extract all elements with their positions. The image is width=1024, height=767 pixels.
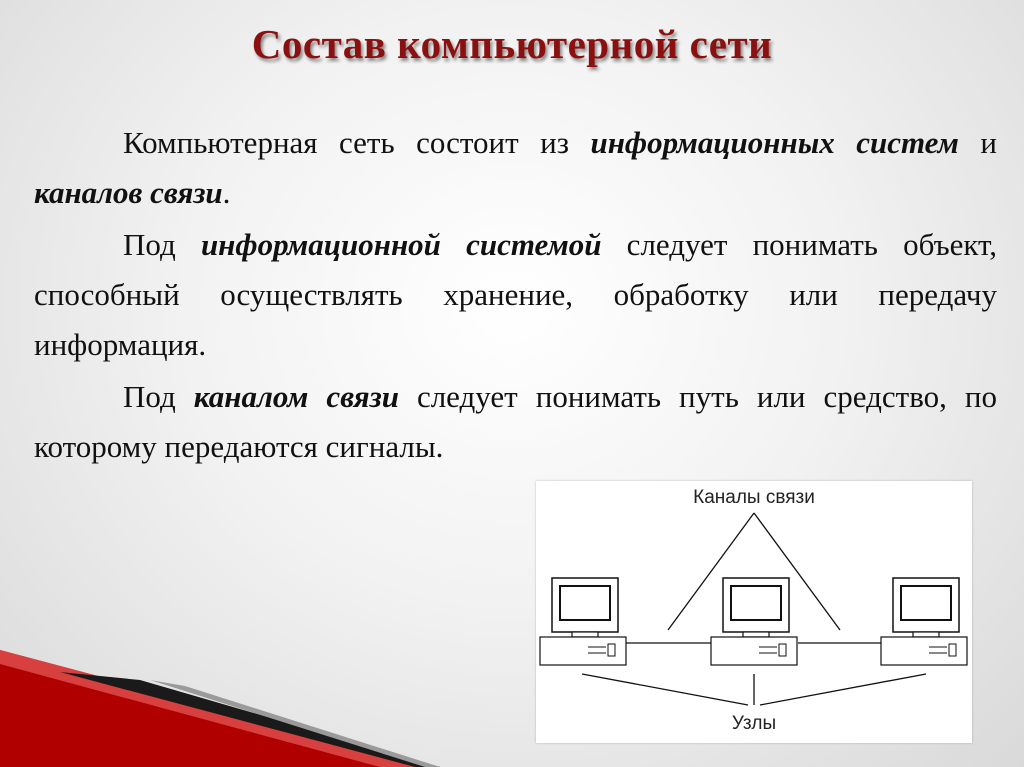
channels-label: Каналы связи <box>693 487 815 508</box>
p1-term-info-systems: информационных систем <box>590 125 959 160</box>
paragraph-1 <box>34 118 997 218</box>
nodes-label: Узлы <box>731 713 777 734</box>
computer-right-icon <box>881 578 967 665</box>
slide-title: Состав компьютерной сети <box>251 21 773 67</box>
computer-center-icon <box>711 578 797 665</box>
body-text <box>34 118 997 474</box>
paragraph-2 <box>34 220 997 370</box>
paragraph-3 <box>34 372 997 472</box>
p1-term-channels: каналов связи <box>34 175 223 210</box>
node-line-left <box>582 674 748 705</box>
p2-term-info-system: информационной системой <box>200 227 602 262</box>
p1-text-a: Компьютерная сеть состоит из <box>123 125 591 160</box>
p3-text-c: следует понимать путь или средство, по которому передаются сигналы. <box>34 379 997 464</box>
p2-text-c: следует понимать объект, способный осуществлять хранение, обработку или передачу информация. <box>34 227 997 362</box>
p3-term-channel: каналом связи <box>193 379 399 414</box>
computer-left-icon <box>540 578 626 665</box>
p1-text-c: и <box>958 125 997 160</box>
p2-text-a: Под <box>123 227 201 262</box>
node-line-right <box>760 674 926 705</box>
p1-text-e: . <box>222 175 231 210</box>
p3-text-a: Под <box>123 379 194 414</box>
network-diagram <box>536 481 972 743</box>
